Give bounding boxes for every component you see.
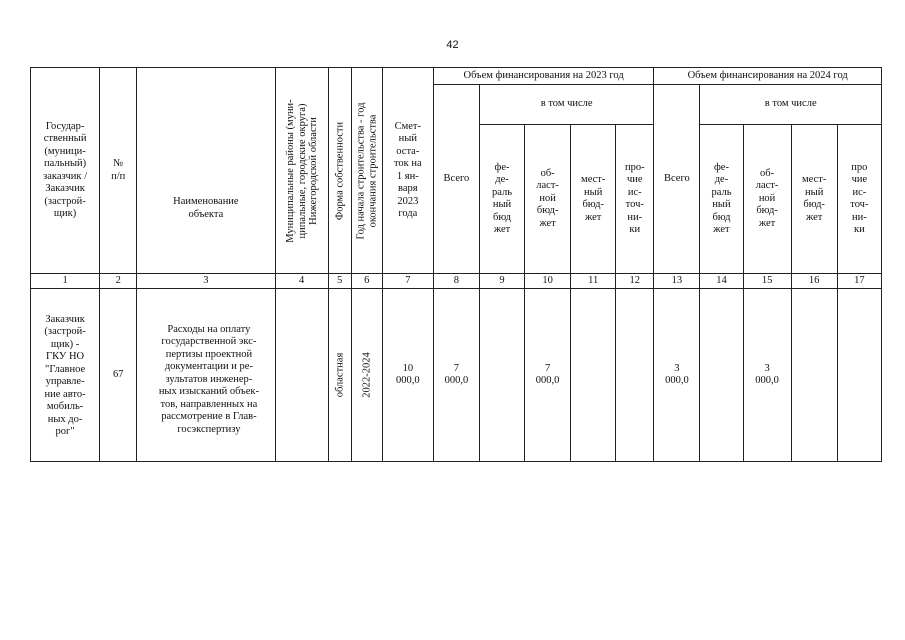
header-fin-2024: Объем финансирования на 2024 год	[654, 68, 882, 85]
row-municipal	[275, 289, 328, 462]
column-number: 10	[525, 274, 571, 289]
row-customer: Заказчик (застрой- щик) - ГКУ НО "Главное управле- ние авто- мобиль- ных до- рог"	[31, 289, 100, 462]
column-number: 17	[837, 274, 881, 289]
row-other-2024	[837, 289, 881, 462]
header-incl-2023: в том числе	[479, 85, 653, 125]
column-number: 11	[571, 274, 616, 289]
row-other-2023	[616, 289, 654, 462]
column-number: 1	[31, 274, 100, 289]
header-regional-2024: об- ласт- ной бюд- жет	[743, 125, 791, 274]
page-number: 42	[446, 39, 459, 51]
column-number: 8	[433, 274, 479, 289]
header-number: № п/п	[100, 68, 137, 274]
row-years: 2022-2024	[351, 289, 382, 462]
header-years: Год начала строительства - год окончания строительства	[351, 68, 382, 274]
header-total-2024: Всего	[654, 85, 700, 274]
table-row	[31, 289, 882, 462]
column-number: 16	[791, 274, 837, 289]
financing-table	[30, 67, 882, 462]
header-total-2023: Всего	[433, 85, 479, 274]
column-number: 15	[743, 274, 791, 289]
column-number: 13	[654, 274, 700, 289]
header-other-2024: про чие ис- точ- ни- ки	[837, 125, 881, 274]
column-number: 7	[382, 274, 433, 289]
row-object-name: Расходы на оплату государственной экс- пертизы проектной документации и ре- зультатов инженер- ных изысканий объек- тов, направленных на рассмотрение в Глав- госэкспертизу	[137, 289, 275, 462]
header-local-2024: мест- ный бюд- жет	[791, 125, 837, 274]
row-total-2023: 7 000,0	[433, 289, 479, 462]
header-customer: Государ- ственный (муници- пальный) заказчик / Заказчик (застрой- щик)	[31, 68, 100, 274]
header-local-2023: мест- ный бюд- жет	[571, 125, 616, 274]
row-ownership: областная	[328, 289, 351, 462]
header-ownership: Форма собственности	[328, 68, 351, 274]
column-number: 6	[351, 274, 382, 289]
header-fin-2023: Объем финансирования на 2023 год	[433, 68, 653, 85]
row-regional-2024: 3 000,0	[743, 289, 791, 462]
column-number: 14	[700, 274, 743, 289]
header-federal-2023: фе- де- раль ный бюд жет	[479, 125, 524, 274]
row-federal-2023	[479, 289, 524, 462]
row-local-2024	[791, 289, 837, 462]
row-total-2024: 3 000,0	[654, 289, 700, 462]
header-municipal: Муниципальные районы (муни- ципальные, городские округа) Нижегородской области	[275, 68, 328, 274]
header-object-name: Наименование объекта	[137, 68, 275, 274]
row-federal-2024	[700, 289, 743, 462]
row-local-2023	[571, 289, 616, 462]
column-number-row	[31, 274, 882, 289]
column-number: 12	[616, 274, 654, 289]
header-federal-2024: фе- де- раль ный бюд жет	[700, 125, 743, 274]
header-remaining: Смет- ный оста- ток на 1 ян- варя 2023 года	[382, 68, 433, 274]
header-incl-2024: в том числе	[700, 85, 882, 125]
row-number: 67	[100, 289, 137, 462]
column-number: 3	[137, 274, 275, 289]
row-regional-2023: 7 000,0	[525, 289, 571, 462]
column-number: 2	[100, 274, 137, 289]
column-number: 9	[479, 274, 524, 289]
column-number: 5	[328, 274, 351, 289]
header-other-2023: про- чие ис- точ- ни- ки	[616, 125, 654, 274]
header-regional-2023: об- ласт- ной бюд- жет	[525, 125, 571, 274]
column-number: 4	[275, 274, 328, 289]
row-remaining: 10 000,0	[382, 289, 433, 462]
